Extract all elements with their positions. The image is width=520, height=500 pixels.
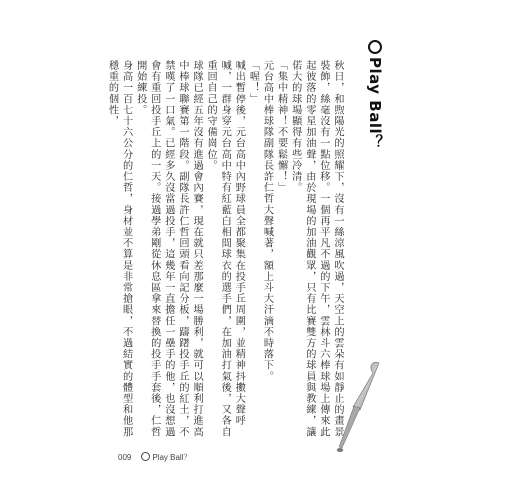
paragraph: 球隊已經五年沒有進過會內賽，現在就只差那麼一場勝利，就可以順利打進高中棒球聯賽第一階段。副隊長許仁哲回頭看向記分板，躊躇投手丘的紅土，不禁嘆了一口氣。已經多久沒當過投手，這幾年一直擔任一壘手的他，也沒想過會有重回投手丘上的一天。接過學弟剛從休息區拿來替換的投手手套後，仁哲開始練投。 — [134, 60, 203, 438]
circle-icon — [141, 452, 150, 461]
chapter-title: Play Ball？ — [366, 57, 384, 150]
running-title: Play Ball？ — [141, 452, 191, 463]
paragraph: 身高一百七十六公分的仁哲，身材並不算是非常搶眼，不過結實的體型和他那穩重的個性， — [106, 60, 132, 438]
page-number: 009 — [118, 453, 132, 462]
paragraph: 喊出暫停後，元台高中內野球員全都聚集在投手丘周圍，並精神抖擻大聲呼喊，一群身穿元台高中特有紅藍白相間球衣的選手們，在加油打氣後，又各自重回自己的守備崗位。 — [205, 60, 245, 438]
paragraph: 元台高中棒球隊副隊長許仁哲大聲喊著，額上斗大汗滴不時落下。 — [261, 60, 273, 382]
page-footer — [118, 452, 191, 463]
paragraph: 「集中精神！不要鬆懈！」 — [275, 60, 287, 194]
paragraph: 秋日，和煦陽光的照耀下，沒有一絲涼風吹過，天空上的雲朵有如靜止的畫景裝飾，絲毫沒有一點位移。一個再平凡不過的下午，雲林斗六棒球場上傳來此起彼落的零星加油聲，由於現場的加油觀眾，只有比賽雙方的球員與教練，讓偌大的球場顯得有些冷清。 — [289, 60, 343, 438]
paragraph: 「喔！」 — [247, 60, 259, 105]
